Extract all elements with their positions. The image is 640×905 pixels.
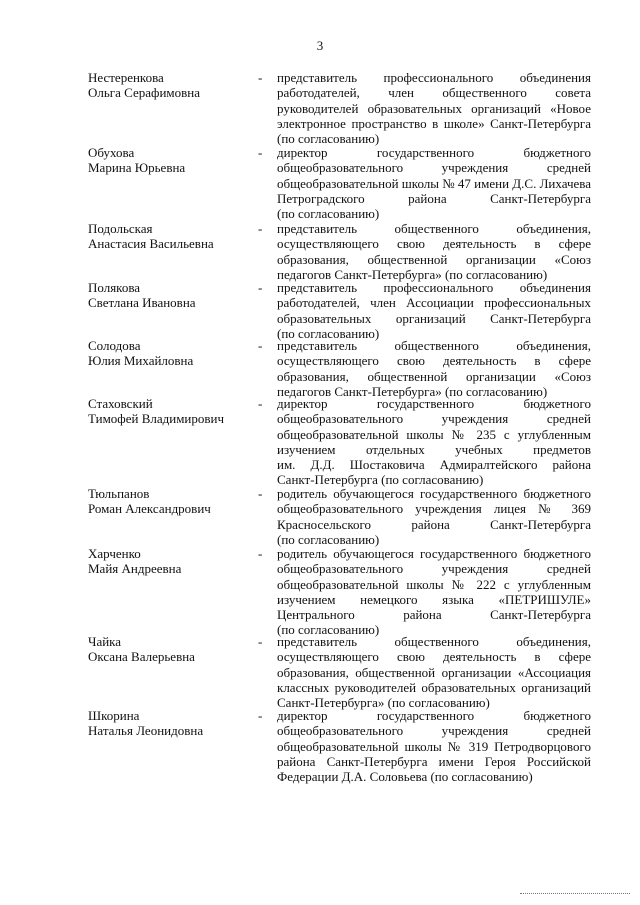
- description-line: изучением отдельных учебных предметов: [277, 441, 591, 457]
- member-surname: Харченко: [88, 546, 141, 561]
- description-line: представитель общественного объединения,: [277, 338, 591, 353]
- description-line: директор государственного бюджетного: [277, 708, 591, 723]
- member-name: [88, 546, 258, 577]
- member-description: [277, 546, 591, 638]
- description-line: общеобразовательной школы № 47 имени Д.С. Лихачева: [277, 175, 591, 191]
- description-line: осуществляющего свою деятельность в сфере: [277, 236, 591, 252]
- member-surname: Чайка: [88, 634, 122, 649]
- entry-dash: -: [258, 708, 263, 723]
- footer-dotted-mark: [520, 893, 630, 895]
- description-line: общеобразовательного учреждения средней: [277, 561, 591, 577]
- description-line: общеобразовательного учреждения средней: [277, 411, 591, 427]
- description-line: родитель обучающегося государственного бюджетного: [277, 546, 591, 561]
- member-name: [88, 486, 258, 517]
- description-line: (по согласованию): [277, 206, 380, 222]
- description-line: работодателей, член общественного совета: [277, 85, 591, 101]
- member-given-names: Наталья Леонидовна: [88, 723, 204, 739]
- description-line: Петроградского района Санкт-Петербурга: [277, 190, 591, 206]
- member-given-names: Анастасия Васильевна: [88, 236, 214, 252]
- entry-dash: -: [258, 221, 263, 236]
- entry-dash: -: [258, 396, 263, 411]
- entry-dash: -: [258, 546, 263, 561]
- member-surname: Стаховский: [88, 396, 153, 411]
- description-line: представитель общественного объединения,: [277, 221, 591, 236]
- member-name: [88, 338, 258, 369]
- member-name: [88, 634, 258, 665]
- member-description: [277, 145, 591, 221]
- description-line: общеобразовательной школы № 222 с углубленным: [277, 576, 591, 592]
- member-given-names: Светлана Ивановна: [88, 295, 196, 311]
- member-name: [88, 280, 258, 311]
- description-line: образования, общественной организации «Союз: [277, 251, 591, 267]
- description-line: им. Д.Д. Шостаковича Адмиралтейского района: [277, 457, 591, 473]
- description-line: представитель профессионального объединения: [277, 70, 591, 85]
- entry-dash: -: [258, 145, 263, 160]
- description-line: представитель профессионального объединения: [277, 280, 591, 295]
- page-number: 3: [316, 38, 324, 53]
- member-surname: Солодова: [88, 338, 141, 353]
- description-line: электронное пространство в школе» Санкт-Петербурга: [277, 115, 591, 131]
- member-description: [277, 221, 591, 282]
- description-line: изучением немецкого языка «ПЕТРИШУЛЕ»: [277, 591, 591, 607]
- member-surname: Подольская: [88, 221, 153, 236]
- member-name: [88, 708, 258, 739]
- entry-dash: -: [258, 70, 263, 85]
- description-line: образования, общественной организации «Ассоциация: [277, 664, 591, 680]
- description-line: Санкт-Петербурга» (по согласованию): [277, 695, 490, 711]
- description-line: общеобразовательной школы № 319 Петродворцового: [277, 738, 591, 754]
- member-name: [88, 145, 258, 176]
- member-description: [277, 280, 591, 341]
- member-name: [88, 70, 258, 101]
- entry-dash: -: [258, 634, 263, 649]
- member-name: [88, 221, 258, 252]
- description-line: общеобразовательного учреждения лицея № 369: [277, 501, 591, 517]
- member-surname: Обухова: [88, 145, 135, 160]
- description-line: представитель общественного объединения,: [277, 634, 591, 649]
- member-given-names: Тимофей Владимирович: [88, 411, 225, 427]
- description-line: руководителей образовательных организаций «Новое: [277, 100, 591, 116]
- entry-dash: -: [258, 280, 263, 295]
- description-line: (по согласованию): [277, 622, 380, 638]
- description-line: родитель обучающегося государственного бюджетного: [277, 486, 591, 501]
- member-surname: Полякова: [88, 280, 141, 295]
- description-line: (по согласованию): [277, 531, 380, 547]
- description-line: (по согласованию): [277, 131, 380, 147]
- member-description: [277, 708, 591, 784]
- description-line: общеобразовательного учреждения средней: [277, 723, 591, 739]
- description-line: района Санкт-Петербурга имени Героя Российской: [277, 753, 591, 769]
- member-description: [277, 70, 591, 146]
- description-line: педагогов Санкт-Петербурга» (по согласованию): [277, 266, 548, 282]
- member-given-names: Роман Александрович: [88, 501, 211, 517]
- description-line: классных руководителей образовательных организаций: [277, 679, 591, 695]
- description-line: образования, общественной организации «Союз: [277, 368, 591, 384]
- member-given-names: Марина Юрьевна: [88, 160, 186, 176]
- description-line: осуществляющего свою деятельность в сфере: [277, 353, 591, 369]
- description-line: общеобразовательной школы № 235 с углубленным: [277, 426, 591, 442]
- member-description: [277, 486, 591, 547]
- description-line: директор государственного бюджетного: [277, 396, 591, 411]
- description-line: (по согласованию): [277, 325, 380, 341]
- member-given-names: Юлия Михайловна: [88, 353, 194, 369]
- member-description: [277, 634, 591, 710]
- entry-dash: -: [258, 338, 263, 353]
- member-given-names: Майя Андреевна: [88, 561, 182, 577]
- description-line: осуществляющего свою деятельность в сфере: [277, 649, 591, 665]
- description-line: педагогов Санкт-Петербурга» (по согласованию): [277, 383, 548, 399]
- description-line: директор государственного бюджетного: [277, 145, 591, 160]
- description-line: Красносельского района Санкт-Петербурга: [277, 516, 591, 532]
- description-line: Центрального района Санкт-Петербурга: [277, 607, 591, 623]
- member-given-names: Оксана Валерьевна: [88, 649, 195, 665]
- member-given-names: Ольга Серафимовна: [88, 85, 200, 101]
- member-description: [277, 338, 591, 399]
- description-line: общеобразовательного учреждения средней: [277, 160, 591, 176]
- description-line: Федерации Д.А. Соловьева (по согласованию): [277, 769, 533, 785]
- member-surname: Нестеренкова: [88, 70, 164, 85]
- member-name: [88, 396, 258, 427]
- entry-dash: -: [258, 486, 263, 501]
- description-line: Санкт-Петербурга (по согласованию): [277, 472, 484, 488]
- member-description: [277, 396, 591, 488]
- member-surname: Шкорина: [88, 708, 140, 723]
- member-surname: Тюльпанов: [88, 486, 150, 501]
- description-line: работодателей, член Ассоциации профессиональных: [277, 295, 591, 311]
- description-line: образовательных организаций Санкт-Петербурга: [277, 310, 591, 326]
